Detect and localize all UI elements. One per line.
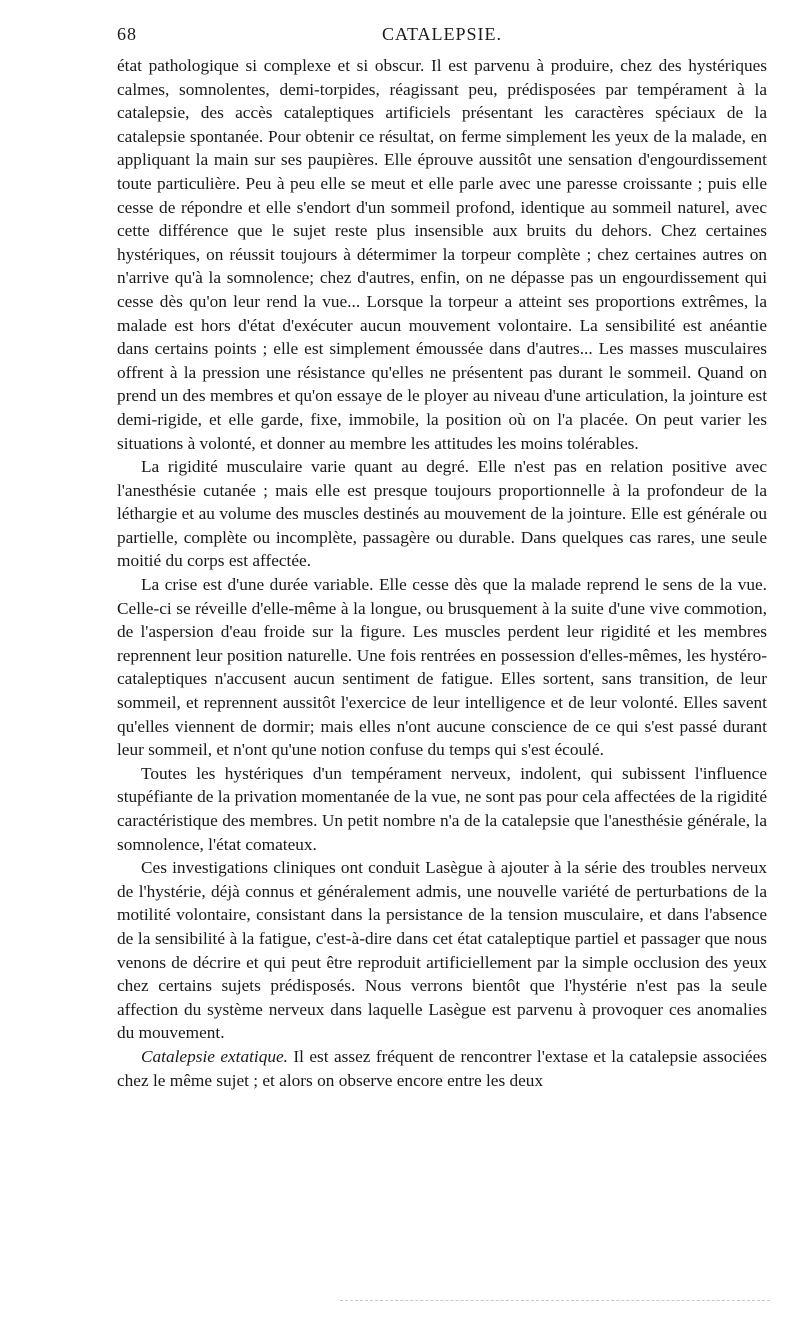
paragraph-5: Ces investigations cliniques ont conduit Lasègue à ajouter à la série des troubles nerveux de l'hystérie, déjà connus et généralement admis, une nouvelle variété de perturbations de la motilité volontaire, consistant dans la persistance de la tension musculaire, et dans l'absence de la sensibilité à la fatigue, c'est-à-dire dans cet état cataleptique partiel et passager que nous venons de décrire et qui peut être reproduit artificiellement par la simple occlusion des yeux chez certains sujets prédisposés. Nous verrons bientôt que l'hystérie n'est pas la seule affection du système nerveux dans laquelle Lasègue est parvenu à provoquer ces anomalies du mouvement. <box>117 858 767 1043</box>
running-title: CATALEPSIE. <box>381 24 503 44</box>
paragraph-6-text: Il est assez fréquent de rencontrer l'extase et la catalepsie associées chez le même sujet ; et alors on observe encore entre les deux <box>117 1046 767 1090</box>
body-text <box>117 54 767 1092</box>
paragraph-6 <box>117 1045 767 1092</box>
page-number: 68 <box>117 24 137 44</box>
section-title: Catalepsie extatique. <box>141 1046 288 1066</box>
book-page <box>117 24 767 1092</box>
paragraph-1: état pathologique si complexe et si obscur. Il est parvenu à produire, chez des hystériques calmes, somnolentes, demi-torpides, réagissant peu, prédisposées par tempérament à la catalepsie, des accès cataleptiques artificiels présentant les caractères spéciaux de la catalepsie spontanée. Pour obtenir ce résultat, on ferme simplement les yeux de la malade, en appliquant la main sur ses paupières. Elle éprouve aussitôt une sensation d'engourdissement toute particulière. Peu à peu elle se meut et elle parle avec une paresse croissante ; puis elle cesse de répondre et elle s'endort d'un sommeil profond, identique au sommeil naturel, avec cette différence que le sujet reste plus insensible aux bruits du dehors. Chez certaines hystériques, on réussit toujours à détermimer la torpeur complète ; chez certaines autres on n'arrive qu'à la somnolence; chez d'autres, enfin, on ne dépasse pas un engourdissement qui cesse dès qu'on leur rend la vue... Lorsque la torpeur a atteint ses proportions extrêmes, la malade est hors d'état d'exécuter aucun mouvement volontaire. La sensibilité est anéantie dans certains points ; elle est simplement émoussée dans d'autres... Les masses musculaires offrent à la pression une résistance qu'elles ne présentent pas durant le sommeil. Quand on prend un des membres et qu'on essaye de le ployer au niveau d'une articulation, la jointure est demi-rigide, et elle garde, fixe, immobile, la position où on l'a placée. On peut varier les situations à volonté, et donner au membre les attitudes les moins tolérables. <box>117 56 767 453</box>
paragraph-3: La crise est d'une durée variable. Elle cesse dès que la malade reprend le sens de la vue. Celle-ci se réveille d'elle-même à la longue, ou brusquement à la suite d'une vive commotion, de l'aspersion d'eau froide sur la figure. Les muscles perdent leur rigidité et les membres reprennent leur position naturelle. Une fois rentrées en possession d'elles-mêmes, les hystéro-cataleptiques n'accusent aucun sentiment de fatigue. Elles sortent, sans transition, de leur sommeil, et reprennent aussitôt l'exercice de leur intelligence et de leur volonté. Elles savent qu'elles viennent de dormir; mais elles n'ont aucune conscience de ce qui s'est passé durant leur sommeil, et n'ont qu'une notion confuse du temps qui s'est écoulé. <box>117 575 767 760</box>
paragraph-4: Toutes les hystériques d'un tempérament nerveux, indolent, qui subissent l'influence stupéfiante de la privation momentanée de la vue, ne sont pas pour cela affectées de la rigidité caractéristique des membres. Un petit nombre n'a de la catalepsie que l'anesthésie générale, la somnolence, l'état comateux. <box>117 763 767 854</box>
page-header <box>117 24 767 54</box>
paragraph-2: La rigidité musculaire varie quant au degré. Elle n'est pas en relation positive avec l'anesthésie cutanée ; mais elle est presque toujours proportionnelle à la profondeur de la léthargie et au volume des muscles destinés au mouvement de la jointure. Elle est générale ou partielle, complète ou incomplète, passagère ou durable. Dans quelques cas rares, une seule moitié du corps est affectée. <box>117 457 767 571</box>
footer-scan-marks <box>340 1300 770 1303</box>
